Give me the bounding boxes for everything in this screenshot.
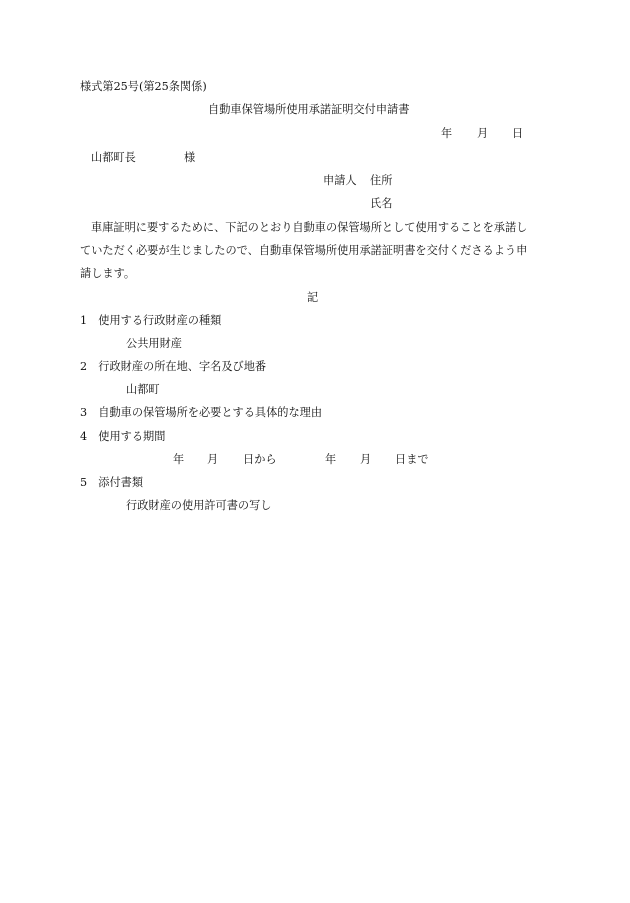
applicant-label: 申請人 — [323, 174, 357, 187]
applicant-name-label: 氏名 — [370, 197, 393, 210]
body-line-1: 車庫証明に要するために、下記のとおり自動車の保管場所として使用することを承諾し — [91, 221, 528, 234]
body-line-2: ていただく必要が生じましたので、自動車保管場所使用承諾証明書を交付くださるよう申 — [80, 244, 528, 257]
item-2-value: 山都町 — [126, 383, 160, 396]
date-year: 年 — [441, 127, 453, 140]
item-3-label: 3 自動車の保管場所を必要とする具体的な理由 — [80, 406, 323, 419]
addressee-name: 山都町長 — [91, 151, 136, 164]
period-to-year: 年 — [325, 453, 337, 466]
form-title: 自動車保管場所使用承諾証明交付申請書 — [208, 103, 410, 116]
item-4-label: 4 使用する期間 — [80, 430, 166, 443]
period-from-month: 月 — [207, 453, 219, 466]
item-1-value: 公共用財産 — [126, 337, 182, 350]
addressee-honorific: 様 — [184, 151, 196, 164]
item-5-label: 5 添付書類 — [80, 476, 144, 489]
date-day: 日 — [512, 127, 524, 140]
applicant-address-label: 住所 — [370, 174, 393, 187]
item-1-label: 1 使用する行政財産の種類 — [80, 314, 222, 327]
item-2-label: 2 行政財産の所在地、字名及び地番 — [80, 360, 267, 373]
period-from-day: 日から — [243, 453, 277, 466]
item-5-value: 行政財産の使用許可書の写し — [126, 499, 272, 512]
form-number: 様式第25号(第25条関係) — [80, 80, 207, 93]
date-month: 月 — [477, 127, 489, 140]
body-line-3: 請します。 — [80, 267, 136, 280]
period-from-year: 年 — [173, 453, 185, 466]
period-to-day: 日まで — [395, 453, 429, 466]
period-to-month: 月 — [360, 453, 372, 466]
ki-heading: 記 — [307, 291, 319, 304]
